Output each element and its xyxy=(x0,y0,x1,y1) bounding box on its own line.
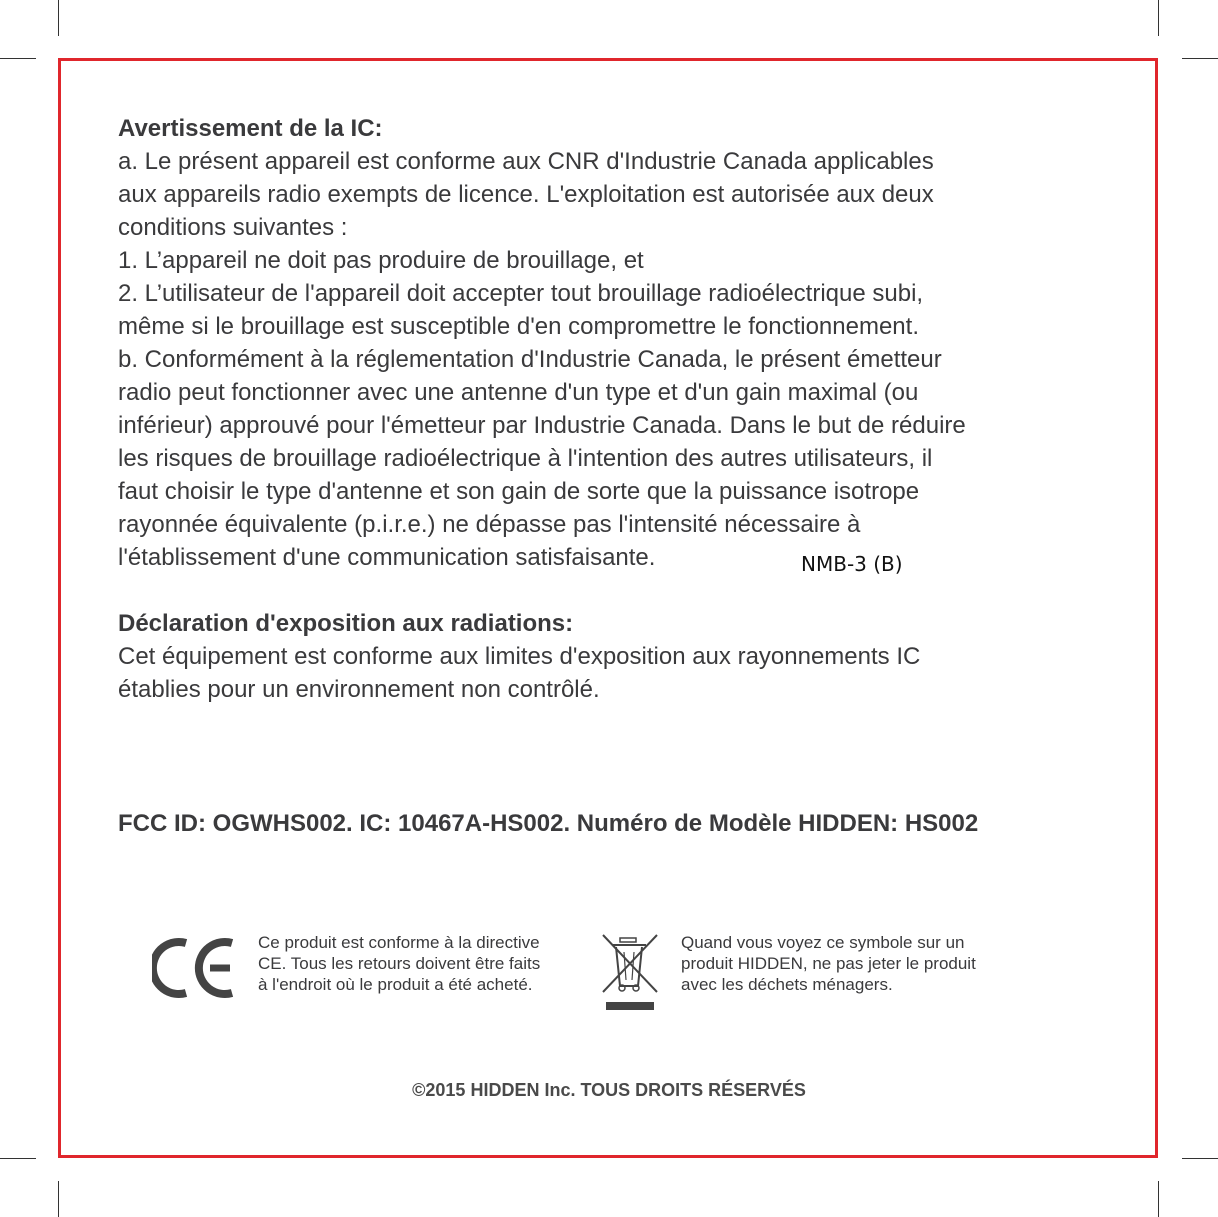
ic-warning-line: aux appareils radio exempts de licence. L'exploitation est autorisée aux deux xyxy=(118,181,934,208)
ic-warning-line: faut choisir le type d'antenne et son gain de sorte que la puissance isotrope xyxy=(118,478,920,505)
crop-mark-top-left xyxy=(58,0,59,36)
crop-mark-top-right xyxy=(1158,0,1159,36)
fcc-id-line: FCC ID: OGWHS002. IC: 10467A-HS002. Numéro de Modèle HIDDEN: HS002 xyxy=(118,810,979,837)
ic-warning-line: rayonnée équivalente (p.i.r.e.) ne dépasse pas l'intensité nécessaire à xyxy=(118,511,861,538)
ic-warning-line: les risques de brouillage radioélectrique à l'intention des autres utilisateurs, il xyxy=(118,445,933,472)
radiation-line: établies pour un environnement non contrôlé. xyxy=(118,676,600,703)
ce-notice xyxy=(258,932,540,995)
nmb-label: NMB-3 (B) xyxy=(801,552,903,576)
radiation-section xyxy=(118,607,1118,706)
ic-warning-line: 1. L’appareil ne doit pas produire de brouillage, et xyxy=(118,247,644,274)
weee-notice-line: produit HIDDEN, ne pas jeter le produit xyxy=(681,954,976,973)
copyright-notice: ©2015 HIDDEN Inc. TOUS DROITS RÉSERVÉS xyxy=(412,1080,806,1100)
ce-notice-line: à l'endroit où le produit a été acheté. xyxy=(258,975,533,994)
ic-warning-section xyxy=(118,112,1118,574)
ic-warning-line: conditions suivantes : xyxy=(118,214,348,241)
crop-mark-bottom-right xyxy=(1158,1181,1159,1217)
weee-notice xyxy=(681,932,976,995)
ce-mark-icon xyxy=(152,937,238,999)
ic-warning-line: a. Le présent appareil est conforme aux CNR d'Industrie Canada applicables xyxy=(118,148,934,175)
ce-notice-line: Ce produit est conforme à la directive xyxy=(258,933,540,952)
ic-warning-line: l'établissement d'une communication satisfaisante. xyxy=(118,544,656,571)
ic-warning-line: 2. L’utilisateur de l'appareil doit accepter tout brouillage radioélectrique subi, xyxy=(118,280,924,307)
crossed-out-bin-icon xyxy=(600,932,660,1012)
crop-mark-right-top xyxy=(1182,58,1218,59)
ic-warning-line: inférieur) approuvé pour l'émetteur par Industrie Canada. Dans le but de réduire xyxy=(118,412,966,439)
crop-mark-bottom-left xyxy=(58,1181,59,1217)
radiation-title: Déclaration d'exposition aux radiations: xyxy=(118,610,574,637)
ic-warning-line: b. Conformément à la réglementation d'Industrie Canada, le présent émetteur xyxy=(118,346,942,373)
ic-warning-line: même si le brouillage est susceptible d'en compromettre le fonctionnement. xyxy=(118,313,919,340)
ic-warning-title: Avertissement de la IC: xyxy=(118,115,383,142)
weee-notice-line: Quand vous voyez ce symbole sur un xyxy=(681,933,965,952)
document-body xyxy=(118,112,1118,706)
weee-notice-line: avec les déchets ménagers. xyxy=(681,975,893,994)
crop-mark-left-bottom xyxy=(0,1158,36,1159)
crop-mark-right-bottom xyxy=(1182,1158,1218,1159)
ce-notice-line: CE. Tous les retours doivent être faits xyxy=(258,954,541,973)
radiation-line: Cet équipement est conforme aux limites d'exposition aux rayonnements IC xyxy=(118,643,921,670)
crop-mark-left-top xyxy=(0,58,36,59)
ic-warning-line: radio peut fonctionner avec une antenne d'un type et d'un gain maximal (ou xyxy=(118,379,919,406)
